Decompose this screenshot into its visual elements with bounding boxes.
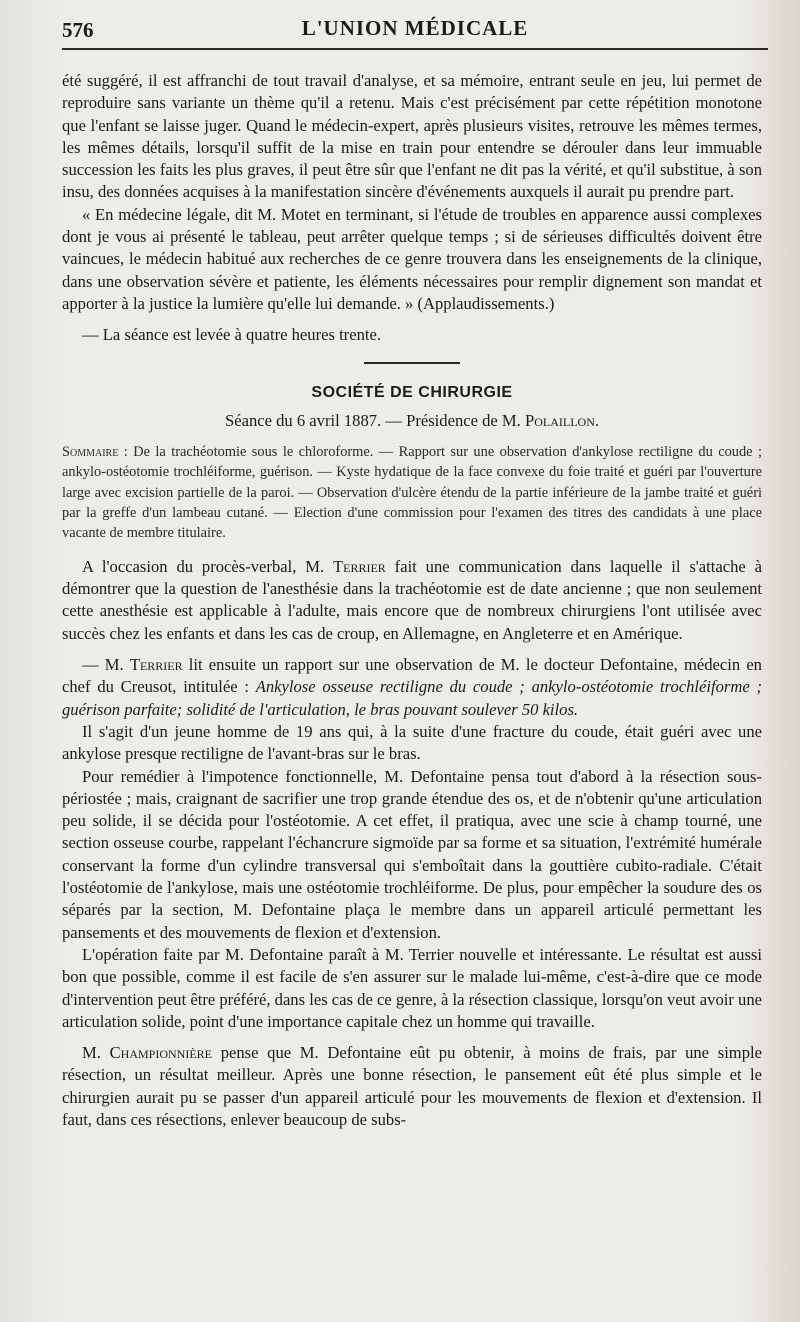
running-title: L'UNION MÉDICALE xyxy=(301,16,529,40)
text-run: pense que M. Defontaine eût pu obtenir, à moins de frais, par une simple résection, un résultat meilleur. Après une bonne résection, le pansement eût été plus simple et le chirurgien aurait pu se passer d'un appareil articulé pour les mouvements de flexion et d'extension. Il faut, dans ces résections, enlever beaucoup de subs- xyxy=(62,1043,762,1130)
sommaire-text: : De la trachéotomie sous le chloroforme. — Rapport sur une observation d'ankylose rectiligne du coude ; ankylo-ostéotomie trochléiforme, guérison. — Kyste hydatique de la face convexe du foie traité et guéri par l'ouverture large avec excision partielle de la paroi. — Observation d'ulcère étendu de la partie inférieure de la jambe traité et guéri par la greffe d'un lambeau cutané. — Election d'une commission pour l'examen des titres des candidats à une place vacante de membre titulaire. xyxy=(62,443,762,542)
sommaire-label: Sommaire xyxy=(62,443,119,460)
sommaire xyxy=(62,442,762,544)
section-divider xyxy=(364,362,460,364)
paragraph-terrier-rapport xyxy=(62,654,762,721)
paragraph-seance-levee: — La séance est levée à quatre heures trente. xyxy=(82,325,381,345)
spacer xyxy=(62,1033,762,1042)
text-run: A l'occasion du procès-verbal, M. xyxy=(82,556,333,576)
paragraph-operation: Pour remédier à l'impotence fonctionnelle, M. Defontaine pensa tout d'abord à la résection sous-périostée ; mais, craignant de sacrifier une trop grande étendue des os, et de n'obtenir qu'une articulation peu solide, il se décida pour l'ostéotomie. A cet effet, il pratiqua, avec une scie à champ tourné, une section osseuse courbe, rappelant l'échancrure sigmoïde par sa forme et sa situation, l'extrémité humérale conservant la forme d'un cylindre transversal qui s'emboîtait dans la gouttière cubito-radiale. C'était l'ostéotomie de l'ankylose, mais une ostéotomie trochléiforme. De plus, pour empêcher la soudure des os séparés par la section, M. Defontaine plaça le membre dans un appareil articulé permettant les pansements et des mouvements de flexion et d'extension. xyxy=(62,766,762,942)
author-name: Championnière xyxy=(109,1043,212,1063)
paragraph-case: Il s'agit d'un jeune homme de 19 ans qui, à la suite d'une fracture du coude, était guéri avec une ankylose presque rectiligne de l'avant-bras sur le bras. xyxy=(62,721,762,764)
paragraph-motet-conclusion: « En médecine légale, dit M. Motet en terminant, si l'étude de troubles en apparence aussi complexes dont je vous ai présenté le tableau, peut arrêter quelque temps ; si de sérieuses difficultés doivent être vaincues, le médecin habitué aux recherches de ce genre trouvera dans les enseignements de la clinique, dans une observation sévère et patiente, les éléments nécessaires pour remplir dignement son mandat et apporter à la justice la lumière qu'elle lui demande. » (Applaudissements.) xyxy=(62,204,762,313)
author-name: Terrier xyxy=(129,655,183,675)
observation-title: Ankylose osseuse rectiligne du coude ; ankylo-ostéotomie trochléiforme ; guérison parfaite; solidité de l'articulation, le bras pouvant soulever 50 kilos. xyxy=(62,677,762,719)
president-name: Polaillon. xyxy=(524,410,600,430)
paragraph-result: L'opération faite par M. Defontaine paraît à M. Terrier nouvelle et intéressante. Le résultat est aussi bon que possible, comme il est facile de s'en assurer sur le malade lui-même, c'est-à-dire que ce mode d'intervention peut être préféré, dans les cas de ce genre, à la résection classique, lorsqu'on veut avoir une articulation solide, point d'une importance capitale chez un homme qui travaille. xyxy=(62,944,762,1031)
section-title: SOCIÉTÉ DE CHIRURGIE xyxy=(311,383,513,401)
page-number: 576 xyxy=(62,18,94,42)
spacer xyxy=(62,315,762,324)
paragraph-championniere xyxy=(62,1042,762,1131)
page-header xyxy=(62,14,768,50)
spacer xyxy=(62,645,762,654)
text-run: lit ensuite un rapport sur une observation de M. le docteur Defontaine, médecin en chef du Creusot, intitulée : xyxy=(62,655,762,697)
text-run: M. xyxy=(82,1043,110,1063)
body-text xyxy=(62,70,762,1131)
author-name: Terrier xyxy=(333,556,386,576)
paragraph-terrier-communication xyxy=(62,556,762,645)
seance-date: Séance du 6 avril 1887. — Présidence de M. xyxy=(224,410,525,430)
text-run: fait une communication dans laquelle il s'attache à démontrer que la question de l'anesthésie dans la trachéotomie est de date ancienne ; que non seulement cette anesthésie est applicable à l'adulte, mais encore que de nombreux chirurgiens l'ont utilisée avec succès chez les enfants et dans les cas de croup, en Allemagne, en Angleterre et en Amérique. xyxy=(62,556,762,643)
seance-line xyxy=(62,410,762,432)
paragraph-continued: été suggéré, il est affranchi de tout travail d'analyse, et sa mémoire, entrant seule en jeu, lui permet de reproduire sans variante un thème qu'il a retenu. Mais c'est précisément par cette répétition monotone que l'enfant se laisse juger. Quand le médecin-expert, après plusieurs visites, retrouve les mêmes termes, les mêmes détails, lorsqu'il suffit de la mise en train pour entendre se dérouler dans leur immuable succession les faits les plus graves, il peut être sûr que l'enfant ne dit pas la vérité, et qu'il substitue, à son insu, des données acquises à la manifestation sincère d'événements auxquels il aurait pu prendre part. xyxy=(62,71,762,202)
text-run: — M. xyxy=(82,655,130,675)
